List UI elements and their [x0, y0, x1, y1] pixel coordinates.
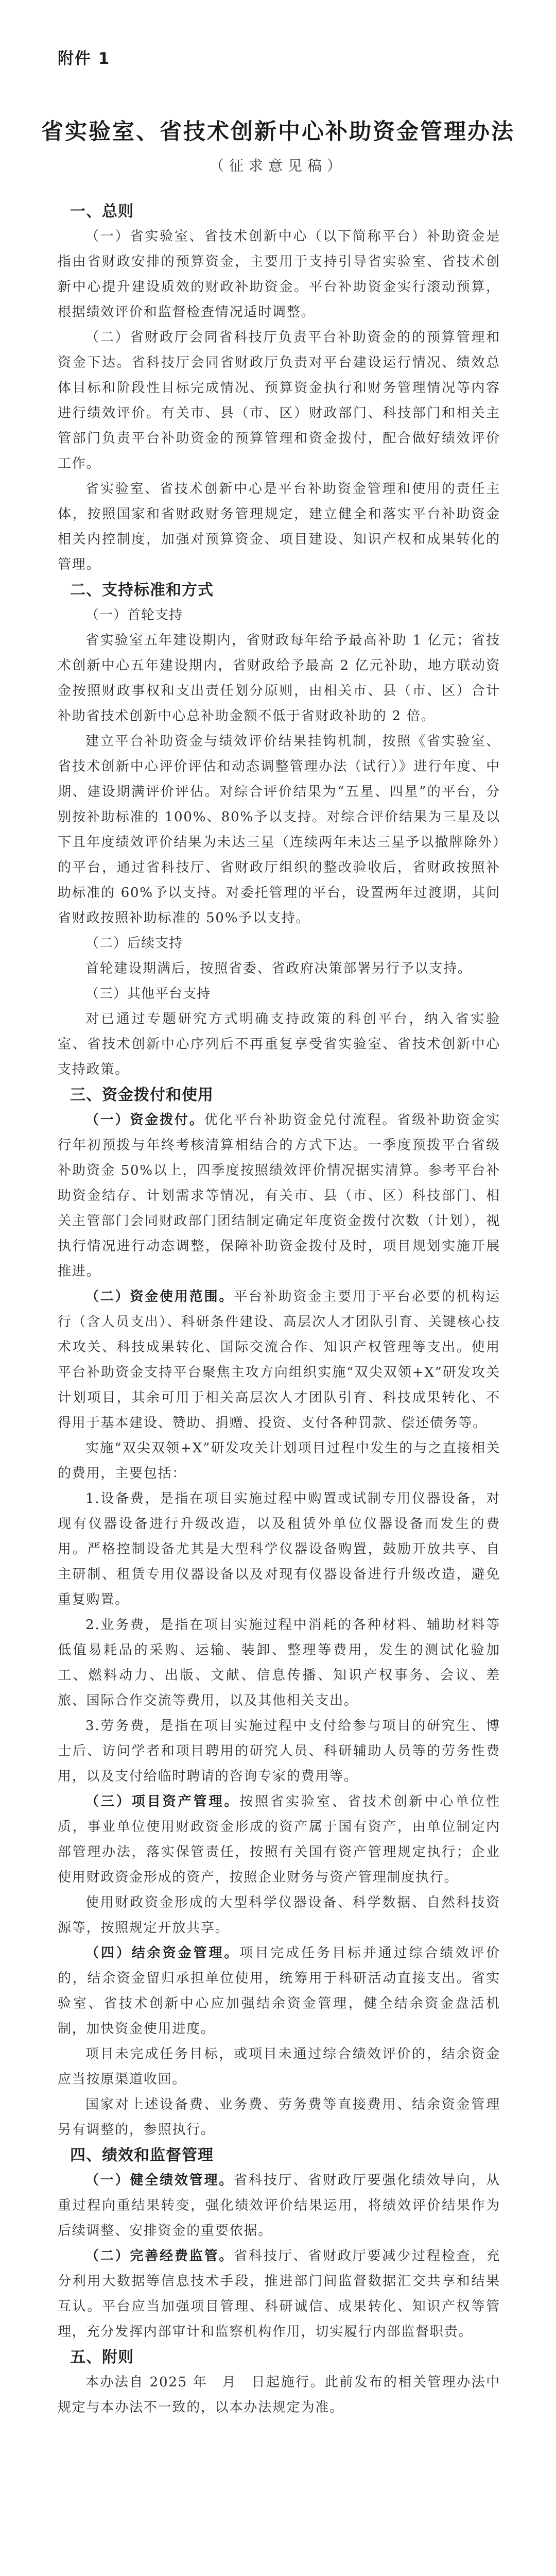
paragraph: [58, 1284, 500, 1436]
paragraph-text: 优化平台补助资金兑付流程。省级补助资金实行年初预拨与年终考核清算相结合的方式下达。一季度预拨平台省级补助资金 50%以上，四季度按照绩效评价情况据实清算。参考平台补助资金结存、计划需求等情况，有关市、县（市、区）科技部门、相关主管部门会同财政部门团结制定确定年度资金拨付次数（计划），视执行情况进行动态调整，保障补助资金拨付及时，项目规划实施开展推进。: [58, 1112, 500, 1279]
paragraph: 2.业务费，是指在项目实施过程中消耗的各种材料、辅助材料等低值易耗品的采购、运输、装卸、整理等费用，发生的测试化验加工、燃料动力、出版、文献、信息传播、知识产权事务、会议、差旅、国际合作交流等费用，以及其他相关支出。: [58, 1617, 500, 1708]
paragraph: （一）省实验室、省技术创新中心（以下简称平台）补助资金是指由省财政安排的预算资金，主要用于支持引导省实验室、省技术创新中心提升建设质效的财政补助资金。平台补助资金实行滚动预算，根据绩效评价和监督检查情况适时调整。: [58, 229, 500, 320]
document-body: [58, 199, 500, 2420]
subsection-heading: （一）首轮支持: [85, 607, 183, 623]
paragraph: 首轮建设期满后，按照省委、省政府决策部署另行予以支持。: [85, 961, 472, 976]
paragraph-lead: （二）完善经费监管。: [85, 2248, 234, 2264]
paragraph: 项目未完成任务目标，或项目未通过综合绩效评价的，结余资金应当按原渠道收回。: [58, 2046, 500, 2087]
paragraph-text: 省科技厅、省财政厅要减少过程检查，充分利用大数据等信息技术手段，推进部门间监督数据汇交共享和结果互认。平台应当加强项目管理、科研诚信、成果转化、知识产权等管理，充分发挥内部审计和监察机构作用，切实履行内部监督职责。: [58, 2248, 500, 2340]
annex-label: 附件 1: [58, 49, 111, 68]
paragraph: 国家对上述设备费、业务费、劳务费等直接费用、结余资金管理另有调整的，参照执行。: [58, 2097, 500, 2138]
paragraph-lead: （一）健全绩效管理。: [85, 2173, 234, 2188]
subsection-heading: （二）后续支持: [85, 936, 183, 951]
paragraph: （二）省财政厅会同省科技厅负责平台补助资金的的预算管理和资金下达。省科技厅会同省财政厅负责对平台建设运行情况、绩效总体目标和阶段性目标完成情况、预算资金执行和财务管理情况等内容进行绩效评价。有关市、县（市、区）财政部门、科技部门和相关主管部门负责平台补助资金的预算管理和资金拨付，配合做好绩效评价工作。: [58, 330, 500, 471]
document-title: 省实验室、省技术创新中心补助资金管理办法: [41, 119, 515, 145]
paragraph: [58, 2244, 500, 2345]
paragraph-lead: （二）资金使用范围。: [85, 1289, 234, 1304]
paragraph-lead: （三）项目资产管理。: [85, 1794, 240, 1809]
section-heading: 三、资金拨付和使用: [70, 1086, 214, 1104]
paragraph-lead: （四）结余资金管理。: [85, 1945, 240, 1961]
document-subtitle: （征求意见稿）: [209, 157, 346, 174]
section-heading: 五、附则: [70, 2348, 134, 2366]
paragraph: 省实验室、省技术创新中心是平台补助资金管理和使用的责任主体，按照国家和省财政财务管理规定，建立健全和落实平台补助资金相关内控制度，加强对预算资金、项目建设、知识产权和成果转化的管理。: [58, 481, 500, 572]
paragraph: 3.劳务费，是指在项目实施过程中支付给参与项目的研究生、博士后、访问学者和项目聘用的研究人员、科研辅助人员等的劳务性费用，以及支付给临时聘请的咨询专家的费用等。: [58, 1718, 500, 1784]
paragraph: [58, 1941, 500, 2042]
paragraph: [58, 1108, 500, 1284]
paragraph-text: 项目完成任务目标并通过综合绩效评价的，结余资金留归承担单位使用，统筹用于科研活动直接支出。省实验室、省技术创新中心应加强结余资金管理，健全结余资金盘活机制，加快资金使用进度。: [58, 1945, 500, 2037]
paragraph: 使用财政资金形成的大型科学仪器设备、科学数据、自然科技资源等，按照规定开放共享。: [58, 1895, 500, 1936]
paragraph: 对已通过专题研究方式明确支持政策的科创平台，纳入省实验室、省技术创新中心序列后不再重复享受省实验室、省技术创新中心支持政策。: [58, 1011, 500, 1077]
paragraph: 本办法自 2025 年 月 日起施行。此前发布的相关管理办法中规定与本办法不一致的，以本办法规定为准。: [58, 2375, 500, 2415]
paragraph: [58, 2168, 500, 2244]
section-heading: 二、支持标准和方式: [70, 581, 214, 599]
paragraph: 实施“双尖双领+X”研发攻关计划项目过程中发生的与之直接相关的费用，主要包括：: [58, 1440, 500, 1481]
paragraph: 建立平台补助资金与绩效评价结果挂钩机制，按照《省实验室、省技术创新中心评价评估和动态调整管理办法（试行）》进行年度、中期、建设期满评价评估。对综合评价结果为“五星、四星”的平台，分别按补助标准的 100%、80%予以支持。对综合评价结果为三星及以下且年度绩效评价结果为未达三星（连续两年未达三星予以撤牌除外）的平台，通过省科技厅、省财政厅组织的整改验收后，省财政按照补助标准的 60%予以支持。对委托管理的平台，设置两年过渡期，其间省财政按照补助标准的 50%予以支持。: [58, 734, 500, 926]
paragraph-lead: （一）资金拨付。: [85, 1112, 204, 1128]
paragraph: 1.设备费，是指在项目实施过程中购置或试制专用仪器设备，对现有仪器设备进行升级改造，以及租赁外单位仪器设备而发生的费用。严格控制设备尤其是大型科学仪器设备购置，鼓励开放共享、自主研制、租赁专用仪器设备以及对现有仪器设备进行升级改造，避免重复购置。: [58, 1491, 500, 1607]
paragraph-text: 平台补助资金主要用于平台必要的机构运行（含人员支出）、科研条件建设、高层次人才团队引育、关键核心技术攻关、科技成果转化、国际交流合作、知识产权管理等支出。使用平台补助资金支持平台聚焦主攻方向组织实施“双尖双领+X”研发攻关计划项目，其余可用于相关高层次人才团队引育、科技成果转化、不得用于基本建设、赞助、捐赠、投资、支付各种罚款、偿还债务等。: [58, 1289, 500, 1431]
paragraph-text: 省科技厅、省财政厅要强化绩效导向，从重过程向重结果转变，强化绩效评价结果运用，将绩效评价结果作为后续调整、安排资金的重要依据。: [58, 2173, 500, 2239]
section-heading: 一、总则: [70, 202, 134, 221]
paragraph: 省实验室五年建设期内，省财政每年给予最高补助 1 亿元；省技术创新中心五年建设期内，省财政给予最高 2 亿元补助，地方联动资金按照财政事权和支出责任划分原则，由相关市、县（市、区）合计补助省技术创新中心总补助金额不低于省财政补助的 2 倍。: [58, 633, 500, 724]
subsection-heading: （三）其他平台支持: [85, 986, 211, 1002]
paragraph-text: 按照省实验室、省技术创新中心单位性质，事业单位使用财政资金形成的资产属于国有资产，由单位制定内部管理办法，落实保管责任，按照有关国有资产管理规定执行；企业使用财政资金形成的资产，按照企业财务与资产管理制度执行。: [58, 1794, 500, 1885]
section-heading: 四、绩效和监督管理: [70, 2146, 214, 2164]
paragraph: [58, 1789, 500, 1890]
